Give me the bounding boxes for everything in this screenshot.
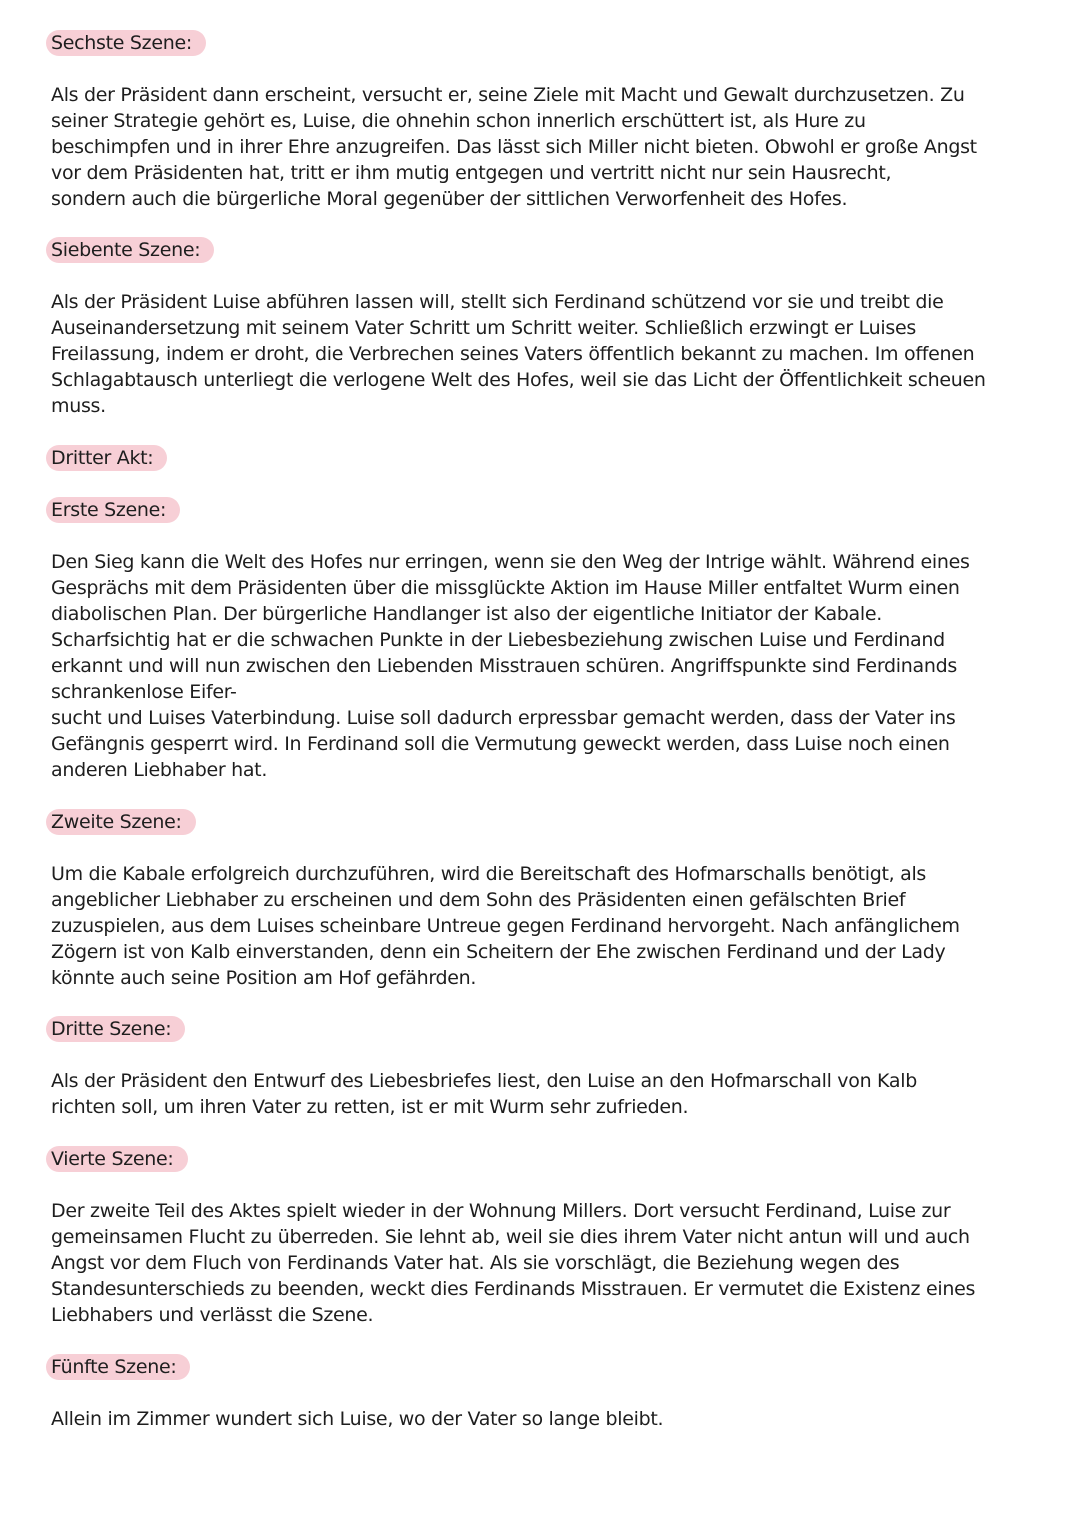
section-heading-erste-szene: Erste Szene: bbox=[46, 497, 180, 523]
section-heading-vierte-szene: Vierte Szene: bbox=[46, 1146, 188, 1172]
section-heading-dritte-szene: Dritte Szene: bbox=[46, 1016, 185, 1042]
section-text-vierte-szene: Der zweite Teil des Aktes spielt wieder in der Wohnung Millers. Dort versucht Ferdinand, Luise zur gemeinsamen Flucht zu überreden. Sie lehnt ab, weil sie dies ihrem Vater nicht antun will und auch Angst vor dem Fluch von Ferdinands Vater hat. Als sie vorschlägt, die Beziehung wegen des Standesunterschieds zu beenden, weckt dies Ferdinands Misstrauen. Er vermutet die Existenz eines Liebhabers und verlässt die Szene. bbox=[51, 1200, 976, 1326]
section-heading-fuenfte-szene: Fünfte Szene: bbox=[46, 1354, 190, 1380]
section-text-dritte-szene: Als der Präsident den Entwurf des Liebesbriefes liest, den Luise an den Hofmarschall von Kalb richten soll, um ihren Vater zu retten, ist er mit Wurm sehr zufrieden. bbox=[51, 1070, 917, 1118]
act-heading-dritter-akt: Dritter Akt: bbox=[46, 445, 167, 471]
section-text-sechste-szene: Als der Präsident dann erscheint, versucht er, seine Ziele mit Macht und Gewalt durchzusetzen. Zu seiner Strategie gehört es, Luise, die ohnehin schon innerlich erschüttert ist, als Hure zu beschimpfen und in ihrer Ehre anzugreifen. Das lässt sich Miller nicht bieten. Obwohl er große Angst vor dem Präsidenten hat, tritt er ihm mutig entgegen und vertritt nicht nur sein Hausrecht, sondern auch die bürgerliche Moral gegenüber der sittlichen Verworfenheit des Hofes. bbox=[51, 84, 977, 210]
section-text-erste-szene: Den Sieg kann die Welt des Hofes nur erringen, wenn sie den Weg der Intrige wählt. Während eines Gesprächs mit dem Präsidenten über die missglückte Aktion im Hause Miller entfaltet Wurm einen diabolischen Plan. Der bürgerliche Handlanger ist also der eigentliche Initiator der Kabale. Scharfsichtig hat er die schwachen Punkte in der Liebesbeziehung zwischen Luise und Ferdinand erkannt und will nun zwischen den Liebenden Misstrauen schüren. Angriffspunkte sind Ferdinands schrankenlose Eifer- sucht und Luises Vaterbindung. Luise soll dadurch erpressbar gemacht werden, dass der Vater ins Gefängnis gesperrt wird. In Ferdinand soll die Vermutung geweckt werden, dass Luise noch einen anderen Liebhaber hat. bbox=[51, 551, 970, 781]
section-heading-zweite-szene: Zweite Szene: bbox=[46, 809, 196, 835]
section-heading-siebente-szene: Siebente Szene: bbox=[46, 237, 214, 263]
section-heading-sechste-szene: Sechste Szene: bbox=[46, 30, 206, 56]
section-text-siebente-szene: Als der Präsident Luise abführen lassen will, stellt sich Ferdinand schützend vor sie und treibt die Auseinandersetzung mit seinem Vater Schritt um Schritt weiter. Schließlich erzwingt er Luises Freilassung, indem er droht, die Verbrechen seines Vaters öffentlich bekannt zu machen. Im offenen Schlagabtausch unterliegt die verlogene Welt des Hofes, weil sie das Licht der Öffentlichkeit scheuen muss. bbox=[51, 291, 986, 417]
section-text-fuenfte-szene: Allein im Zimmer wundert sich Luise, wo der Vater so lange bleibt. bbox=[51, 1408, 664, 1430]
section-text-zweite-szene: Um die Kabale erfolgreich durchzuführen, wird die Bereitschaft des Hofmarschalls benötigt, als angeblicher Liebhaber zu erscheinen und dem Sohn des Präsidenten einen gefälschten Brief zuzuspielen, aus dem Luises scheinbare Untreue gegen Ferdinand hervorgeht. Nach anfänglichem Zögern ist von Kalb einverstanden, denn ein Scheitern der Ehe zwischen Ferdinand und der Lady könnte auch seine Position am Hof gefährden. bbox=[51, 863, 960, 989]
